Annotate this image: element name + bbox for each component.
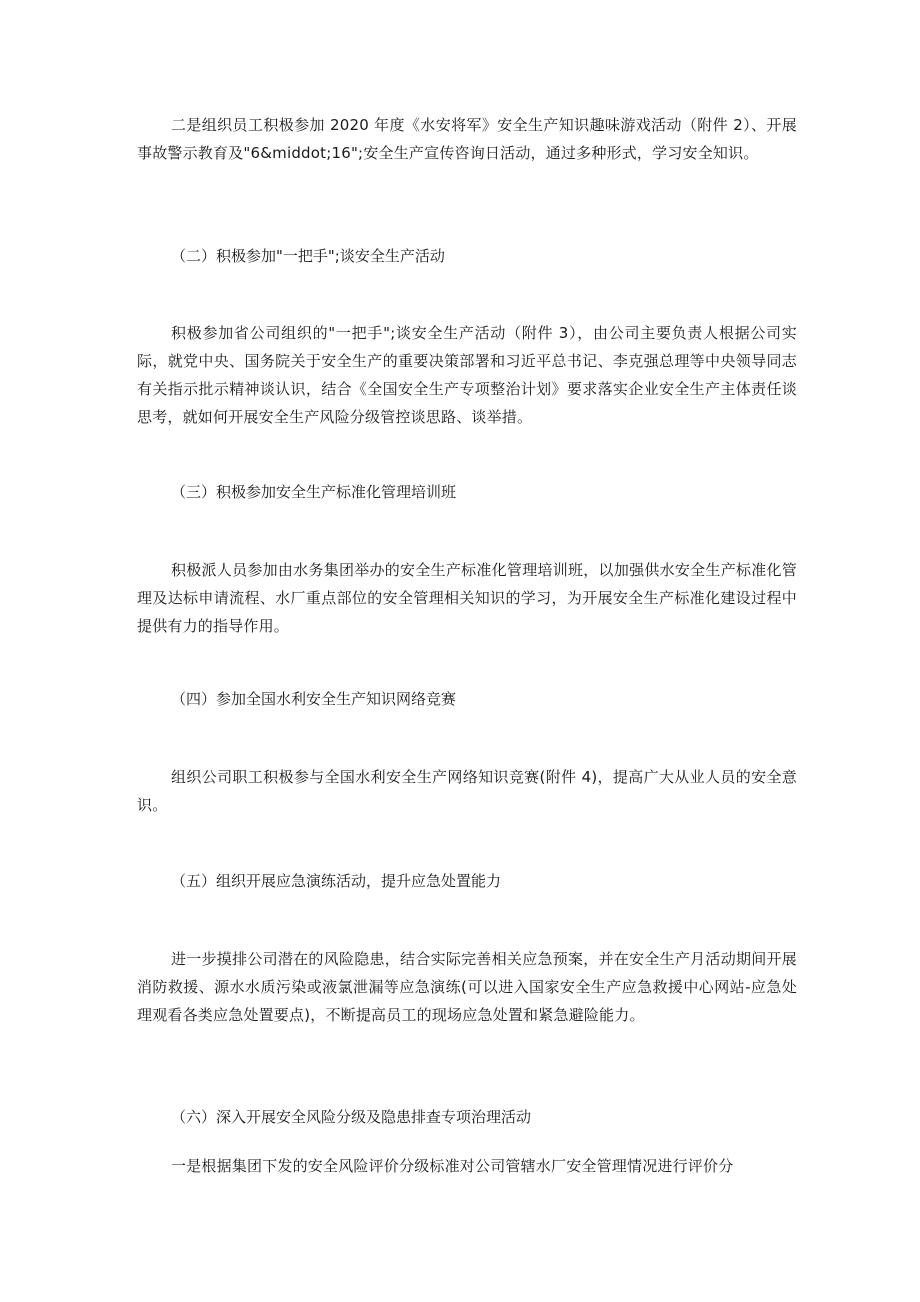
- heading-standardization-training: （三）积极参加安全生产标准化管理培训班: [171, 483, 457, 501]
- paragraph-text: 进一步摸排公司潜在的风险隐患，结合实际完善相关应急预案，并在安全生产月活动期间开展消防救援、源水水质污染或液氯泄漏等应急演练(可以进入国家安全生产应急救援中心网站-应急处理观看各类应急处置要点)，不断提高员工的现场应急处置和紧急避险能力。: [137, 950, 797, 1024]
- paragraph-safety-knowledge-game: [137, 111, 797, 167]
- paragraph-standardization-training: [137, 556, 797, 640]
- heading-online-competition: （四）参加全国水利安全生产知识网络竞赛: [171, 690, 457, 708]
- paragraph-text: 一是根据集团下发的安全风险评价分级标准对公司管辖水厂安全管理情况进行评价分: [171, 1157, 734, 1175]
- paragraph-text: 积极参加省公司组织的"一把手";谈安全生产活动（附件 3），由公司主要负责人根据公司实际，就党中央、国务院关于安全生产的重要决策部署和习近平总书记、李克强总理等中央领导同志有关指示批示精神谈认识，结合《全国安全生产专项整治计划》要求落实企业安全生产主体责任谈思考，就如何开展安全生产风险分级管控谈思路、谈举措。: [137, 324, 797, 426]
- heading-risk-grading: （六）深入开展安全风险分级及隐患排查专项治理活动: [171, 1108, 532, 1126]
- paragraph-text: 组织公司职工积极参与全国水利安全生产网络知识竞赛(附件 4)，提高广大从业人员的安全意识。: [137, 768, 797, 814]
- paragraph-emergency-drills: [137, 945, 797, 1029]
- paragraph-risk-grading: [137, 1152, 797, 1180]
- paragraph-text: 积极派人员参加由水务集团举办的安全生产标准化管理培训班，以加强供水安全生产标准化管理及达标申请流程、水厂重点部位的安全管理相关知识的学习，为开展安全生产标准化建设过程中提供有力的指导作用。: [137, 561, 797, 635]
- paragraph-leader-safety-talk: [137, 319, 797, 431]
- paragraph-online-competition: [137, 763, 797, 819]
- heading-leader-safety-talk: （二）积极参加"一把手";谈安全生产活动: [171, 247, 445, 265]
- paragraph-text: 二是组织员工积极参加 2020 年度《水安将军》安全生产知识趣味游戏活动（附件 2）、开展事故警示教育及"6&middot;16";安全生产宣传咨询日活动，通过多种形式，学习安全知识。: [137, 116, 797, 162]
- heading-emergency-drills: （五）组织开展应急演练活动，提升应急处置能力: [171, 872, 502, 890]
